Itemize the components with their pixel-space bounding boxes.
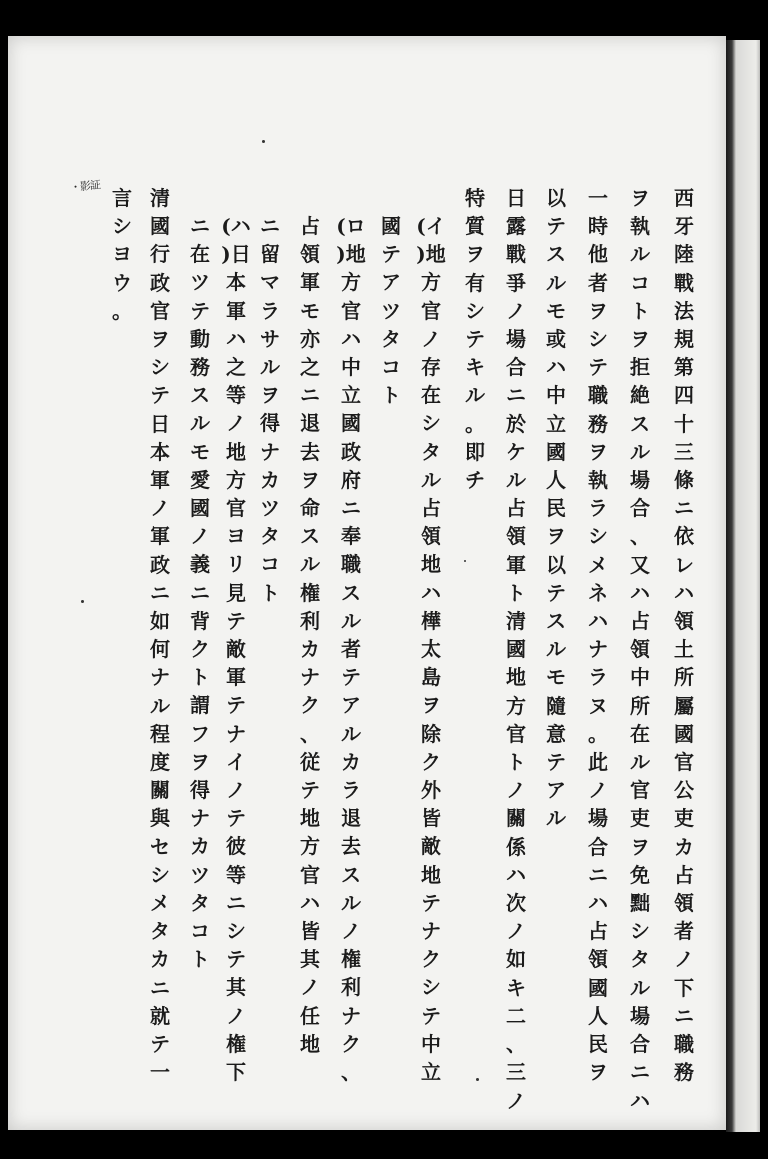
text-column-15: 言シヨウ。	[112, 186, 132, 323]
ink-speck	[262, 140, 265, 143]
page-mark: ・影証	[69, 178, 101, 195]
text-column-7: (イ)地方官ノ存在シタル占領地ハ樺太島ヲ除ク外皆敵地テナクシテ中立	[416, 214, 446, 1085]
text-column-14: 清國行政官ヲシテ日本軍ノ軍政ニ如何ナル程度關與セシメタカニ就テ一	[150, 186, 170, 1085]
text-column-10: 占領軍モ亦之ニ退去ヲ命スル権利カナク、従テ地方官ハ皆其ノ任地	[300, 214, 320, 1056]
text-column-2: ヲ執ルコトヲ拒絶スル場合、又ハ占領中所在ル官吏ヲ免黜シタル場合ニハ	[630, 186, 650, 1113]
text-column-3: 一時他者ヲシテ職務ヲ執ラシメネハナラヌ。此ノ場合ニハ占領國人民ヲ	[588, 186, 608, 1085]
text-column-5: 日露戰爭ノ場合ニ於ケル占領軍ト清國地方官トノ關係ハ次ノ如キ二、三ノ	[506, 186, 526, 1113]
ink-speck	[464, 560, 466, 562]
text-column-12: (ハ)日本軍ハ之等ノ地方官ヨリ見テ敵軍テナイノテ彼等ニシテ其ノ権下	[221, 214, 251, 1085]
text-column-1: 西牙陸戰法規第四十三條ニ依レハ領土所屬國官公吏カ占領者ノ下ニ職務	[674, 186, 694, 1085]
text-column-11: ニ留マラサルヲ得ナカツタコト	[260, 214, 280, 605]
text-column-9: (ロ)地方官ハ中立國政府ニ奉職スル者テアルカラ退去スルノ権利ナク、	[336, 214, 366, 1085]
text-column-8: 國テアツタコト	[381, 214, 401, 408]
ink-speck	[81, 600, 84, 603]
ink-speck	[476, 1078, 479, 1081]
text-column-4: 以テスルモ或ハ中立國人民ヲ以テスルモ隨意テアル	[546, 186, 566, 831]
page-edge	[726, 40, 760, 1132]
text-column-6: 特質ヲ有シテキル。即チ	[465, 186, 485, 493]
text-column-13: ニ在ツテ動務スルモ愛國ノ義ニ背クト謂フヲ得ナカツタコト	[190, 214, 210, 972]
